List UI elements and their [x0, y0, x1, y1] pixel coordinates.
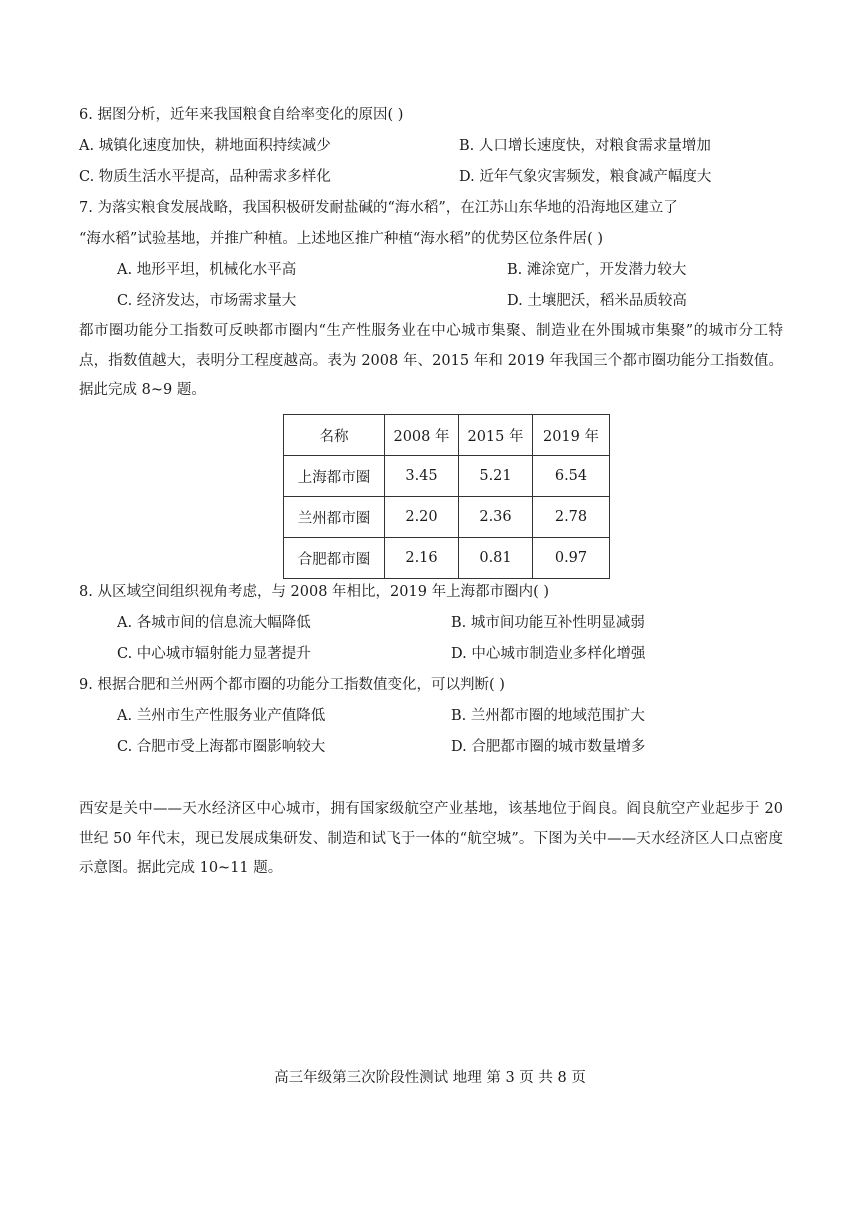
q7-option-b: B. 滩涂宽广，开发潜力较大	[507, 262, 687, 278]
q8-option-a: A. 各城市间的信息流大幅降低	[117, 615, 311, 631]
table-header-cell: 2019 年	[533, 415, 610, 456]
q9-stem: 9. 根据合肥和兰州两个都市圈的功能分工指数值变化，可以判断( )	[79, 677, 505, 693]
table-cell: 2.20	[385, 497, 459, 538]
q6-stem: 6. 据图分析，近年来我国粮食自给率变化的原因( )	[79, 107, 404, 123]
q6-option-b: B. 人口增长速度快，对粮食需求量增加	[459, 138, 711, 154]
table-cell: 3.45	[385, 456, 459, 497]
q8-stem: 8. 从区域空间组织视角考虑，与 2008 年相比，2019 年上海都市圈内( )	[79, 584, 549, 600]
table-row	[284, 538, 610, 579]
table-cell: 6.54	[533, 456, 610, 497]
table-cell: 0.81	[459, 538, 533, 579]
table-header-cell: 2015 年	[459, 415, 533, 456]
table-cell: 0.97	[533, 538, 610, 579]
table-header-row	[284, 415, 610, 456]
table-cell: 兰州都市圈	[284, 497, 385, 538]
q8-option-b: B. 城市间功能互补性明显减弱	[451, 615, 645, 631]
q7-option-a: A. 地形平坦，机械化水平高	[117, 262, 297, 278]
q7-option-c: C. 经济发达，市场需求量大	[117, 293, 297, 309]
table-row	[284, 497, 610, 538]
q6-option-c: C. 物质生活水平提高，品种需求多样化	[79, 169, 331, 185]
table-header-cell: 名称	[284, 415, 385, 456]
q7-option-d: D. 土壤肥沃，稻米品质较高	[507, 293, 687, 309]
table-cell: 2.78	[533, 497, 610, 538]
q6-option-a: A. 城镇化速度加快，耕地面积持续减少	[79, 138, 331, 154]
q7-stem-line1: 7. 为落实粮食发展战略，我国积极研发耐盐碱的“海水稻”，在江苏山东华地的沿海地区建立了	[79, 200, 678, 216]
q9-option-b: B. 兰州都市圈的地域范围扩大	[451, 708, 645, 724]
table-cell: 5.21	[459, 456, 533, 497]
function-division-index-table	[283, 414, 610, 579]
table-row	[284, 456, 610, 497]
q9-option-a: A. 兰州市生产性服务业产值降低	[117, 708, 326, 724]
page-footer: 高三年级第三次阶段性测试 地理 第 3 页 共 8 页	[274, 1070, 586, 1086]
q7-stem-line2: “海水稻”试验基地，并推广种植。上述地区推广种植“海水稻”的优势区位条件居( )	[79, 231, 604, 247]
q9-option-c: C. 合肥市受上海都市圈影响较大	[117, 739, 326, 755]
intro-questions-10-11: 西安是关中——天水经济区中心城市，拥有国家级航空产业基地，该基地位于阎良。阎良航空产业起步于 20 世纪 50 年代末，现已发展成集研发、制造和试飞于一体的“航空城”。下图为关中——天水经济区人口点密度示意图。据此完成 10~11 题。	[79, 801, 783, 876]
q8-option-c: C. 中心城市辐射能力显著提升	[117, 646, 311, 662]
table-header-cell: 2008 年	[385, 415, 459, 456]
intro-questions-8-9: 都市圈功能分工指数可反映都市圈内“生产性服务业在中心城市集聚、制造业在外围城市集聚”的城市分工特点，指数值越大，表明分工程度越高。表为 2008 年、2015 年和 2019 年我国三个都市圈功能分工指数值。据此完成 8~9 题。	[79, 323, 783, 398]
q6-option-d: D. 近年气象灾害频发，粮食减产幅度大	[459, 169, 712, 185]
q9-option-d: D. 合肥都市圈的城市数量增多	[451, 739, 646, 755]
table-cell: 合肥都市圈	[284, 538, 385, 579]
table-cell: 2.16	[385, 538, 459, 579]
q8-option-d: D. 中心城市制造业多样化增强	[451, 646, 646, 662]
table-cell: 2.36	[459, 497, 533, 538]
table-cell: 上海都市圈	[284, 456, 385, 497]
